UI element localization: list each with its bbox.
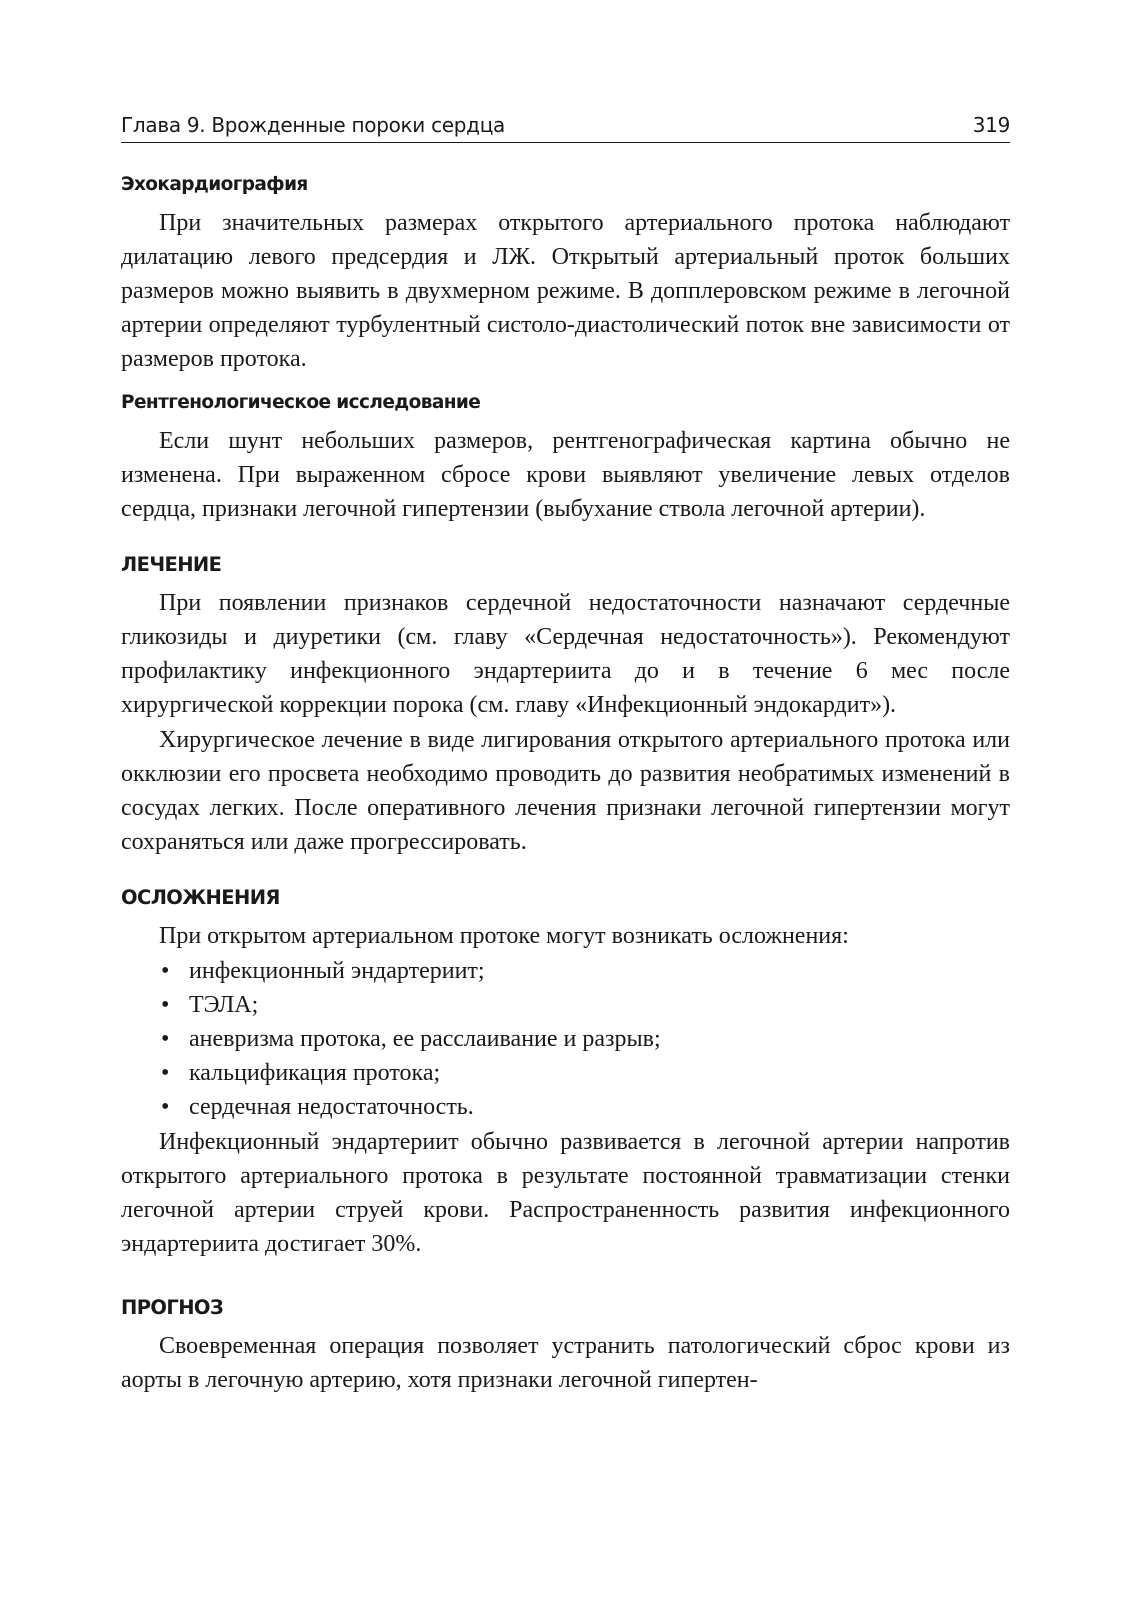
paragraph-xray: Если шунт небольших размеров, рентгенографическая картина обычно не изменена. При выраженном сбросе крови выявляют увеличение левых отделов сердца, признаки легочной гипертензии (выбухание ствола легочной артерии).: [121, 428, 1010, 522]
paragraph-prognosis: Своевременная операция позволяет устранить патологический сброс крови из аорты в легочную артерию, хотя признаки легочной гипертен-: [121, 1333, 1010, 1393]
section-heading-xray: Рентгенологическое исследование: [121, 392, 481, 413]
section-heading-echocardiography: Эхокардиография: [121, 174, 308, 195]
list-item-text: сердечная недостаточность.: [189, 1094, 474, 1120]
list-item-text: аневризма протока, ее расслаивание и разрыв;: [189, 1026, 661, 1052]
running-header: [121, 110, 1010, 143]
list-item: [121, 1090, 1010, 1124]
section-heading-treatment: ЛЕЧЕНИЕ: [121, 553, 222, 576]
section-heading-complications: ОСЛОЖНЕНИЯ: [121, 886, 280, 909]
paragraph-treatment-1: При появлении признаков сердечной недостаточности назначают сердечные гликозиды и диуретики (см. главу «Сердечная недостаточность»). Рекомендуют профилактику инфекционного эндартериита до и в течение 6 мес после хирургической коррекции порока (см. главу «Инфекционный эндокардит»).: [121, 590, 1010, 718]
bullet-icon: •: [161, 992, 170, 1018]
chapter-title: Глава 9. Врожденные пороки сердца: [121, 113, 505, 137]
list-item: [121, 1056, 1010, 1090]
page-number: 319: [972, 113, 1010, 137]
bullet-icon: •: [161, 1026, 170, 1052]
paragraph-echocardiography: При значительных размерах открытого артериального протока наблюдают дилатацию левого предсердия и ЛЖ. Открытый артериальный проток больших размеров можно выявить в двухмерном режиме. В допплеровском режиме в легочной артерии определяют турбулентный систоло-диастолический поток вне зависимости от размеров протока.: [121, 210, 1010, 372]
complications-list: [121, 954, 1010, 1124]
section-heading-prognosis: ПРОГНОЗ: [121, 1296, 224, 1319]
bullet-icon: •: [161, 958, 170, 984]
bullet-icon: •: [161, 1094, 170, 1120]
paragraph-complications-intro: При открытом артериальном протоке могут возникать осложнения:: [159, 923, 849, 949]
book-page: [121, 110, 1010, 1397]
list-item: [121, 1022, 1010, 1056]
bullet-icon: •: [161, 1060, 170, 1086]
paragraph-treatment-2: Хирургическое лечение в виде лигирования открытого артериального протока или окклюзии его просвета необходимо проводить до развития необратимых изменений в сосудах легких. После оперативного лечения признаки легочной гипертензии могут сохраняться или даже прогрессировать.: [121, 727, 1010, 855]
list-item-text: инфекционный эндартериит;: [189, 958, 485, 984]
list-item: [121, 954, 1010, 988]
list-item: [121, 988, 1010, 1022]
list-item-text: ТЭЛА;: [189, 992, 259, 1018]
paragraph-complications-endarteritis: Инфекционный эндартериит обычно развивается в легочной артерии напротив открытого артериального протока в результате постоянной травматизации стенки легочной артерии струей крови. Распространенность развития инфекционного эндартериита достигает 30%.: [121, 1129, 1010, 1257]
list-item-text: кальцификация протока;: [189, 1060, 441, 1086]
